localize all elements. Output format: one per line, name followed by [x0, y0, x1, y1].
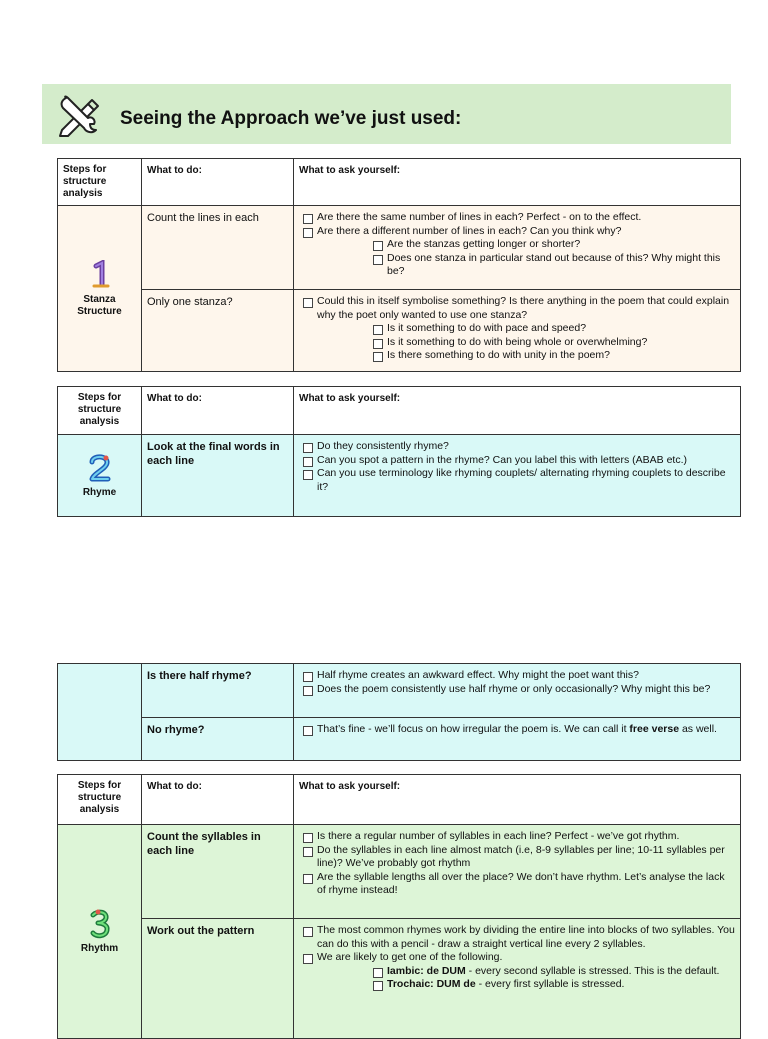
- header-ask: What to ask yourself:: [294, 775, 741, 825]
- step-label: Rhythm: [80, 943, 119, 954]
- checklist-subitem: Are the stanzas getting longer or shorter?: [387, 238, 735, 252]
- header-ask: What to ask yourself:: [294, 159, 741, 206]
- step-label: Stanza Structure: [77, 294, 122, 317]
- step-cell-empty: [58, 664, 142, 761]
- tools-icon: [54, 90, 102, 138]
- item-bold: Trochaic: DUM de: [387, 978, 476, 990]
- checklist-item: We are likely to get one of the following.: [317, 951, 735, 965]
- step-rhyme: [58, 435, 142, 517]
- todo-cell: Count the syllables in each line: [142, 825, 294, 919]
- item-bold: Iambic: de DUM: [387, 964, 466, 977]
- checklist-item: Can you use terminology like rhyming couplets/ alternating rhyming couplets to describe it?: [317, 467, 735, 494]
- step-rhythm: [58, 825, 142, 1039]
- header-todo: What to do:: [142, 159, 294, 206]
- number-one-icon: [88, 260, 112, 290]
- checklist-subitem: [387, 965, 735, 979]
- checklist-subitem: Is there something to do with unity in the poem?: [387, 349, 735, 363]
- ask-cell: [294, 718, 741, 761]
- item-text: - every first syllable is stressed.: [475, 978, 625, 990]
- checklist-item: Are the syllable lengths all over the place? We don’t have rhythm. Let’s analyse the lack of rhyme instead!: [317, 871, 735, 898]
- item-text: as well.: [679, 723, 717, 735]
- item-text: That’s fine - we’ll focus on how irregular the poem is. We can call it: [317, 723, 630, 735]
- checklist-item: Does the poem consistently use half rhyme or only occasionally? Why might this be?: [317, 683, 735, 697]
- todo-cell: Look at the final words in each line: [142, 435, 294, 517]
- rhyme-continued-table: [57, 663, 741, 761]
- todo-cell: Only one stanza?: [142, 290, 294, 372]
- ask-cell: [294, 206, 741, 290]
- section-banner: [42, 84, 731, 144]
- todo-cell: Count the lines in each: [142, 206, 294, 290]
- number-two-icon: [88, 453, 112, 483]
- item-bold: free verse: [629, 723, 680, 735]
- ask-cell: [294, 435, 741, 517]
- checklist-item: Do they consistently rhyme?: [317, 440, 735, 454]
- ask-cell: [294, 290, 741, 372]
- ask-cell: [294, 825, 741, 919]
- todo-cell: Is there half rhyme?: [142, 664, 294, 718]
- checklist-item: Are there a different number of lines in each? Can you think why?: [317, 225, 735, 239]
- header-steps: Steps for structure analysis: [58, 159, 142, 206]
- checklist-subitem: Does one stanza in particular stand out because of this? Why might this be?: [387, 252, 735, 279]
- rhythm-table: [57, 774, 741, 1039]
- step-stanza: [58, 206, 142, 372]
- checklist-subitem: Is it something to do with being whole or overwhelming?: [387, 336, 735, 350]
- step-label: Rhyme: [82, 487, 117, 498]
- todo-cell: Work out the pattern: [142, 919, 294, 1039]
- checklist-subitem: [387, 978, 735, 992]
- checklist-item: Can you spot a pattern in the rhyme? Can you label this with letters (ABAB etc.): [317, 454, 735, 468]
- checklist-item: Do the syllables in each line almost match (i.e, 8-9 syllables per line; 10-11 syllables per line)? We’ve probably got rhythm: [317, 844, 735, 871]
- item-text: - every second syllable is stressed. This is the default.: [465, 964, 720, 977]
- checklist-item: Could this in itself symbolise something? Is there anything in the poem that could explain why the poet only wanted to use one stanza?: [317, 295, 735, 322]
- header-steps: Steps for structure analysis: [58, 387, 142, 435]
- ask-cell: [294, 919, 741, 1039]
- rhyme-table: [57, 386, 741, 517]
- ask-cell: [294, 664, 741, 718]
- checklist-item: The most common rhymes work by dividing the entire line into blocks of two syllables. You can do this with a pencil - draw a straight vertical line every 2 syllables.: [317, 924, 735, 950]
- checklist-item: Are there the same number of lines in each? Perfect - on to the effect.: [317, 211, 735, 225]
- checklist-item: [317, 723, 735, 737]
- header-todo: What to do:: [142, 387, 294, 435]
- header-ask: What to ask yourself:: [294, 387, 741, 435]
- checklist-subitem: Is it something to do with pace and speed?: [387, 322, 735, 336]
- checklist-item: Half rhyme creates an awkward effect. Why might the poet want this?: [317, 669, 735, 683]
- page-title: Seeing the Approach we’ve just used:: [120, 108, 462, 129]
- header-todo: What to do:: [142, 775, 294, 825]
- todo-cell: No rhyme?: [142, 718, 294, 761]
- stanza-table: [57, 158, 741, 372]
- number-three-icon: [88, 909, 112, 939]
- checklist-item: Is there a regular number of syllables in each line? Perfect - we’ve got rhythm.: [317, 830, 735, 844]
- header-steps: Steps for structure analysis: [58, 775, 142, 825]
